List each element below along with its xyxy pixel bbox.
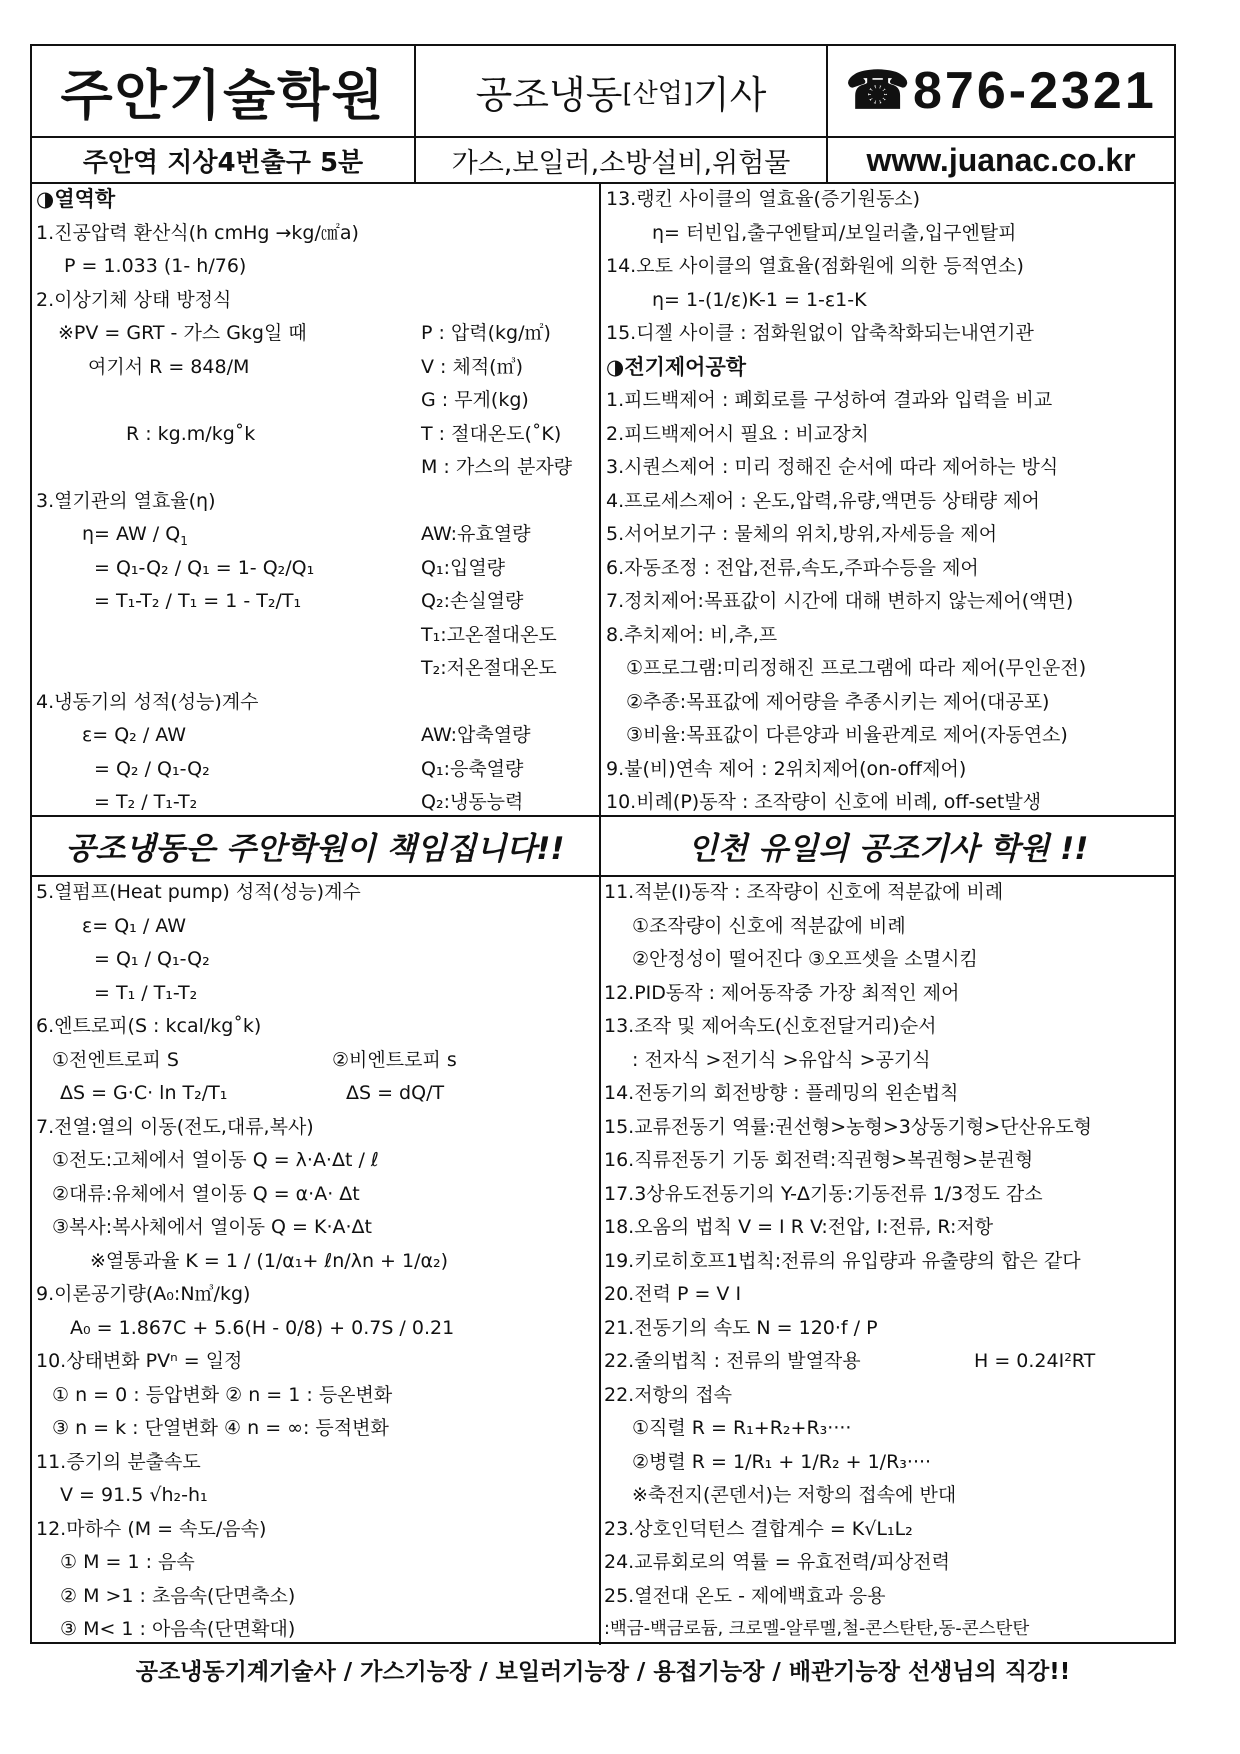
formula-line: η= AW / $Q_1$ AW:유효열량 bbox=[36, 518, 596, 552]
formula-line: 15.교류전동기 역률:권선형>농형>3상동기형>단산유도형 bbox=[604, 1115, 1092, 1138]
formula-line: 13.조작 및 제어속도(신호전달거리)순서 bbox=[604, 1015, 937, 1037]
formula-line bbox=[36, 619, 596, 653]
formula-line: 2.이상기체 상태 방정식 bbox=[36, 288, 232, 311]
formula-line: ① M = 1 : 음속 bbox=[60, 1551, 195, 1573]
column-divider-top bbox=[599, 184, 601, 815]
formula-line: 2.피드백제어시 필요 : 비교장치 bbox=[606, 422, 869, 445]
formula-line: ②추종:목표값에 제어량을 추종시키는 제어(대공포) bbox=[626, 690, 1050, 713]
subjects: 가스,보일러,소방설비,위험물 bbox=[416, 138, 828, 182]
formula-line: :백금-백금로듐, 크로멜-알루멜,철-콘스탄탄,동-콘스탄탄 bbox=[604, 1619, 1030, 1639]
formula-line: ②대류:유체에서 열이동 Q = α·A· Δt bbox=[52, 1182, 360, 1205]
course-name: 공조냉동 bbox=[475, 72, 623, 117]
formula-line: 11.적분(I)동작 : 조작량이 신호에 적분값에 비례 bbox=[604, 881, 1004, 903]
section-title-thermodynamics: ◑열역학 bbox=[36, 187, 116, 211]
formula-line: ※PV = GRT - 가스 Gkg일 때 P : 압력(kg/㎡) bbox=[36, 317, 596, 351]
course-tag: [산업] bbox=[622, 78, 693, 109]
legend-label: Q₁:입열량 bbox=[421, 556, 506, 579]
legend-label: T₁:고온절대온도 bbox=[421, 623, 557, 646]
header bbox=[30, 44, 1176, 184]
section-title-electrical: ◑전기제어공학 bbox=[606, 354, 747, 379]
formula-line: ③ M< 1 : 아음속(단면확대) bbox=[60, 1618, 296, 1640]
location: 주안역 지상4번출구 5분 bbox=[32, 138, 416, 182]
formula-line: ①조작량이 신호에 적분값에 비례 bbox=[632, 914, 906, 937]
legend-label: Q₂:손실열량 bbox=[421, 590, 524, 612]
formula-line: 12.마하수 (M = 속도/음속) bbox=[36, 1517, 267, 1540]
formula-line: ①전도:고체에서 열이동 Q = λ·A·Δt / ℓ bbox=[52, 1149, 379, 1171]
formula-line: ③복사:복사체에서 열이동 Q = K·A·Δt bbox=[52, 1216, 372, 1238]
legend-label: AW:압축열량 bbox=[421, 724, 531, 746]
formula-line: 16.직류전동기 기동 회전력:직권형>복권형>분권형 bbox=[604, 1149, 1034, 1171]
electrical-control-section bbox=[606, 183, 1172, 820]
formula-line: P = 1.033 (1- h/76) bbox=[64, 255, 247, 277]
electrical-control-continued bbox=[604, 876, 1172, 1647]
formula-line: 8.추치제어: 비,추,프 bbox=[606, 623, 778, 646]
formula-line bbox=[36, 652, 596, 686]
formula-line: 12.PID동작 : 제어동작중 가장 최적인 제어 bbox=[604, 981, 960, 1004]
formula-line: 10.상태변화 PVⁿ = 일정 bbox=[36, 1350, 243, 1372]
formula-line bbox=[36, 451, 596, 485]
course-title bbox=[416, 46, 828, 136]
formula-line: = Q₂ / Q₁-Q₂ Q₁:응축열량 bbox=[36, 753, 596, 787]
formula-line: ①전엔트로피 S ②비엔트로피 s bbox=[52, 1048, 457, 1071]
formula-line: 24.교류회로의 역률 = 유효전력/피상전력 bbox=[604, 1551, 950, 1573]
formula-line bbox=[36, 384, 596, 418]
formula-line: = T₁ / T₁-T₂ bbox=[94, 981, 198, 1004]
formula-line: 1.진공압력 환산식(h cmHg →kg/㎠a) bbox=[36, 221, 359, 244]
legend-label: Q₂:냉동능력 bbox=[421, 791, 524, 813]
formula-line: 22.저항의 접속 bbox=[604, 1383, 733, 1406]
formula-line: 1.피드백제어 : 폐회로를 구성하여 결과와 입력을 비교 bbox=[606, 389, 1053, 411]
formula-line: ③ n = k : 단열변화 ④ n = ∞: 등적변화 bbox=[52, 1417, 389, 1439]
phone-number: ☎876-2321 bbox=[845, 62, 1157, 120]
legend-label: T₂:저온절대온도 bbox=[421, 657, 557, 679]
formula-line: ※축전지(콘덴서)는 저항의 접속에 반대 bbox=[632, 1484, 957, 1506]
course-suffix: 기사 bbox=[692, 72, 767, 117]
formula-line: 22.줄의법칙 : 전류의 발열작용 H = 0.24I²RT bbox=[604, 1350, 1096, 1372]
formula-line: 6.자동조정 : 전압,전류,속도,주파수등을 제어 bbox=[606, 556, 979, 579]
column-divider-bottom bbox=[599, 875, 601, 1645]
legend-label: T : 절대온도(˚K) bbox=[421, 422, 562, 445]
formula-line: ε= Q₂ / AW AW:압축열량 bbox=[36, 719, 596, 753]
formula-line: = T₂ / T₁-T₂ Q₂:냉동능력 bbox=[36, 786, 596, 820]
legend-label: G : 무게(kg) bbox=[421, 389, 529, 411]
website-link[interactable]: www.juanac.co.kr bbox=[866, 141, 1136, 178]
formula-line: 20.전력 P = V I bbox=[604, 1283, 742, 1305]
footer-tagline: 공조냉동기계기술사 / 가스기능장 / 보일러기능장 / 용접기능장 / 배관기능장 선생님의 직강!! bbox=[135, 1658, 1071, 1685]
formula-line: 18.오옴의 법칙 V = I R V:전압, I:전류, R:저항 bbox=[604, 1216, 994, 1238]
formula-line: 25.열전대 온도 - 제에백효과 응용 bbox=[604, 1584, 886, 1607]
column-divider-banner bbox=[599, 815, 601, 875]
formula-line: 15.디젤 사이클 : 점화원없이 압축착화되는내연기관 bbox=[606, 322, 1034, 344]
formula-line: 5.서어보기구 : 물체의 위치,방위,자세등을 제어 bbox=[606, 523, 998, 545]
formula-line: 11.증기의 분출속도 bbox=[36, 1450, 201, 1473]
formula-line: ② M >1 : 초음속(단면축소) bbox=[60, 1584, 296, 1607]
formula-line: 9.불(비)연속 제어 : 2위치제어(on-off제어) bbox=[606, 757, 967, 780]
legend-label: V : 체적(㎥) bbox=[421, 355, 524, 378]
formula-line: 21.전동기의 속도 N = 120·f / P bbox=[604, 1316, 878, 1339]
formula-line: 14.오토 사이클의 열효율(점화원에 의한 등적연소) bbox=[606, 255, 1024, 277]
formula-line: η= 터빈입,출구엔탈피/보일러출,입구엔탈피 bbox=[652, 221, 1017, 244]
formula-line: V = 91.5 √h₂-h₁ bbox=[60, 1484, 208, 1506]
formula-line: = T₁-T₂ / T₁ = 1 - T₂/T₁ Q₂:손실열량 bbox=[36, 585, 596, 619]
formula-line: 14.전동기의 회전방향 : 플레밍의 왼손법칙 bbox=[604, 1082, 959, 1104]
formula-line: 4.프로세스제어 : 온도,압력,유량,액면등 상태량 제어 bbox=[606, 489, 1040, 512]
formula-line: ③비율:목표값이 다른양과 비율관계로 제어(자동연소) bbox=[626, 724, 1068, 746]
formula-line: 19.키로히호프1법칙:전류의 유입량과 유출량의 합은 같다 bbox=[604, 1249, 1081, 1272]
formula-line: 23.상호인덕턴스 결합계수 = K√L₁L₂ bbox=[604, 1517, 913, 1540]
formula-line: 3.시퀀스제어 : 미리 정해진 순서에 따라 제어하는 방식 bbox=[606, 456, 1059, 478]
formula-line: R : kg.m/kg˚k T : 절대온도(˚K) bbox=[36, 418, 596, 452]
formula-line: 여기서 R = 848/M V : 체적(㎥) bbox=[36, 351, 596, 385]
thermodynamics-continued bbox=[36, 876, 596, 1647]
legend-label: AW:유효열량 bbox=[421, 523, 531, 545]
formula-line: 9.이론공기량(A₀:N㎥/kg) bbox=[36, 1283, 251, 1305]
formula-line: : 전자식 >전기식 >유압식 >공기식 bbox=[632, 1048, 931, 1071]
formula-line: 17.3상유도전동기의 Y-Δ기동:기동전류 1/3정도 감소 bbox=[604, 1182, 1043, 1205]
formula-line: 7.정치제어:목표값이 시간에 대해 변하지 않는제어(액면) bbox=[606, 590, 1074, 612]
formula-line: ΔS = G·C· ln T₂/T₁ ΔS = dQ/T bbox=[60, 1082, 445, 1104]
formula-line: = Q₁-Q₂ / Q₁ = 1- Q₂/Q₁ Q₁:입열량 bbox=[36, 552, 596, 586]
formula-line: ① n = 0 : 등압변화 ② n = 1 : 등온변화 bbox=[52, 1383, 393, 1406]
formula-line: ①프로그램:미리정해진 프로그램에 따라 제어(무인운전) bbox=[626, 657, 1087, 679]
formula-line: ②병렬 R = 1/R₁ + 1/R₂ + 1/R₃···· bbox=[632, 1450, 932, 1473]
formula-line: 10.비례(P)동작 : 조작량이 신호에 비례, off-set발생 bbox=[606, 791, 1042, 813]
formula-line: ②안정성이 떨어진다 ③오프셋을 소멸시킴 bbox=[632, 948, 978, 970]
formula-line: ※열통과율 K = 1 / (1/α₁+ ℓn/λn + 1/α₂) bbox=[90, 1249, 449, 1272]
formula-line: ε= Q₁ / AW bbox=[82, 914, 187, 937]
formula-line: A₀ = 1.867C + 5.6(H - 0/8) + 0.7S / 0.21 bbox=[70, 1316, 455, 1339]
formula-line: ①직렬 R = R₁+R₂+R₃···· bbox=[632, 1417, 852, 1439]
formula-line: η= 1-(1/ε)K-1 = 1-ε1-K bbox=[652, 288, 867, 311]
thermodynamics-section bbox=[36, 183, 596, 820]
formula-line: = Q₁ / Q₁-Q₂ bbox=[94, 948, 210, 970]
legend-label: Q₁:응축열량 bbox=[421, 757, 524, 780]
formula-line: 4.냉동기의 성적(성능)계수 bbox=[36, 690, 259, 713]
formula-line: 13.랭킨 사이클의 열효율(증기원동소) bbox=[606, 188, 921, 210]
formula-line: 7.전열:열의 이동(전도,대류,복사) bbox=[36, 1115, 314, 1138]
banner-left: 공조냉동은 주안학원이 책임집니다!! bbox=[65, 830, 565, 867]
banner-right: 인천 유일의 공조기사 학원 !! bbox=[687, 830, 1089, 867]
formula-line: 3.열기관의 열효율(η) bbox=[36, 489, 216, 512]
formula-line: 5.열펌프(Heat pump) 성적(성능)계수 bbox=[36, 881, 361, 903]
legend-label: P : 압력(kg/㎡) bbox=[421, 322, 551, 344]
formula-line: 6.엔트로피(S : kcal/kg˚k) bbox=[36, 1015, 262, 1037]
academy-name: 주안기술학원 bbox=[32, 46, 416, 136]
legend-label: M : 가스의 분자량 bbox=[421, 456, 573, 478]
